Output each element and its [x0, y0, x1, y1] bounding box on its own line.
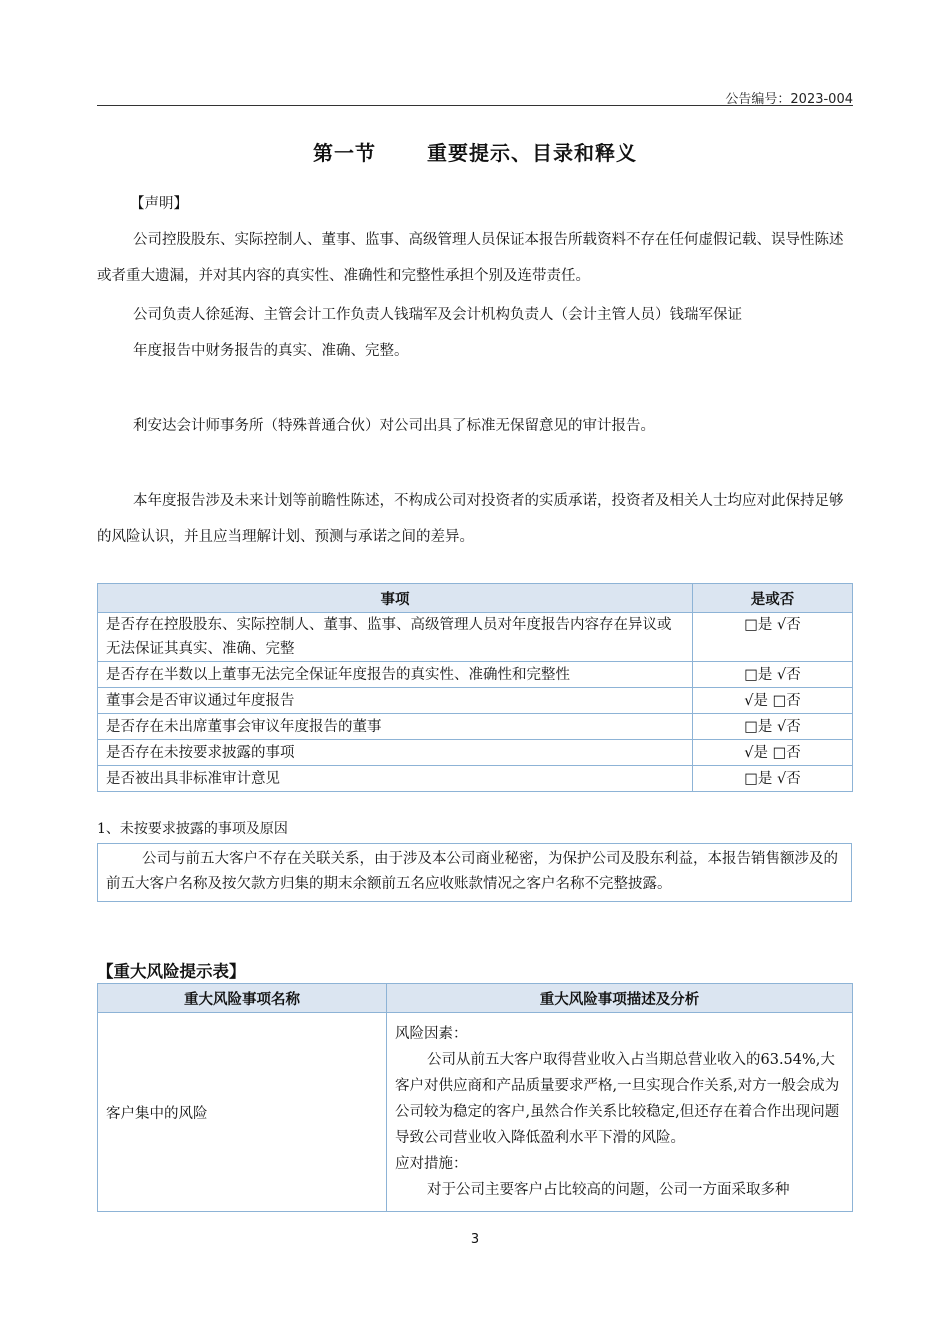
row-answer: □是 √否: [693, 662, 853, 688]
risk-row: [98, 1013, 853, 1212]
row-item: 是否被出具非标准审计意见: [98, 766, 693, 792]
risk-measure-label: 应对措施：: [395, 1156, 468, 1172]
row-item: 是否存在未出席董事会审议年度报告的董事: [98, 714, 693, 740]
page-number: 3: [470, 1232, 480, 1247]
row-item: 董事会是否审议通过年度报告: [98, 688, 693, 714]
announcement-number: 公告编号：2023-004: [725, 92, 853, 107]
table-row: [98, 613, 853, 662]
row-item: 是否存在控股股东、实际控制人、董事、监事、高级管理人员对年度报告内容存在异议或无法保证其真实、准确、完整: [98, 613, 693, 662]
risk-description: [387, 1013, 853, 1212]
paragraph-audit: 利安达会计师事务所（特殊普通合伙）对公司出具了标准无保留意见的审计报告。: [133, 418, 655, 434]
paragraph-responsible: 公司负责人徐延海、主管会计工作负责人钱瑞军及会计机构负责人（会计主管人员）钱瑞军保证: [133, 307, 742, 323]
table-row: [98, 766, 853, 792]
risk-table: [97, 983, 853, 1212]
table-row: [98, 662, 853, 688]
row-answer: □是 √否: [693, 714, 853, 740]
risk-header-row: [98, 984, 853, 1013]
risk-table-title: 【重大风险提示表】: [97, 962, 246, 981]
table-row: [98, 714, 853, 740]
confirmation-table: [97, 583, 853, 792]
risk-measure-text: 对于公司主要客户占比较高的问题，公司一方面采取多种: [427, 1182, 790, 1198]
statement-heading: 【声明】: [130, 196, 188, 212]
paragraph-guarantee: 公司控股股东、实际控制人、董事、监事、高级管理人员保证本报告所载资料不存在任何虚假记载、误导性陈述或者重大遗漏，并对其内容的真实性、准确性和完整性承担个别及连带责任。: [97, 232, 844, 284]
risk-factor-label: 风险因素：: [395, 1026, 468, 1042]
undisclosed-reason-box: 公司与前五大客户不存在关联关系，由于涉及本公司商业秘密，为保护公司及股东利益，本报告销售额涉及的前五大客户名称及按欠款方归集的期末余额前五名应收账款情况之客户名称不完整披露。: [97, 843, 852, 902]
row-answer: √是 □否: [693, 688, 853, 714]
undisclosed-heading: 1、未按要求披露的事项及原因: [97, 821, 288, 837]
row-answer: √是 □否: [693, 740, 853, 766]
table-row: [98, 740, 853, 766]
header-answer: 是或否: [693, 584, 853, 613]
header-divider: [97, 105, 853, 106]
risk-name: 客户集中的风险: [98, 1013, 387, 1212]
paragraph-forward-looking: 本年度报告涉及未来计划等前瞻性陈述，不构成公司对投资者的实质承诺，投资者及相关人士均应对此保持足够的风险认识，并且应当理解计划、预测与承诺之间的差异。: [97, 493, 844, 545]
header-risk-name: 重大风险事项名称: [98, 984, 387, 1013]
row-item: 是否存在半数以上董事无法完全保证年度报告的真实性、准确性和完整性: [98, 662, 693, 688]
section-title: 第一节 重要提示、目录和释义: [313, 141, 637, 165]
table-row: [98, 688, 853, 714]
row-answer: □是 √否: [693, 766, 853, 792]
paragraph-responsible-cont: 年度报告中财务报告的真实、准确、完整。: [133, 343, 409, 359]
table-header-row: [98, 584, 853, 613]
header-item: 事项: [98, 584, 693, 613]
header-risk-desc: 重大风险事项描述及分析: [387, 984, 853, 1013]
row-answer: □是 √否: [693, 613, 853, 662]
risk-factor-text: 公司从前五大客户取得营业收入占当期总营业收入的63.54%,大客户对供应商和产品质量要求严格,一旦实现合作关系,对方一般会成为公司较为稳定的客户,虽然合作关系比较稳定,但还存在着合作出现问题导致公司营业收入降低盈利水平下滑的风险。: [395, 1052, 840, 1146]
row-item: 是否存在未按要求披露的事项: [98, 740, 693, 766]
